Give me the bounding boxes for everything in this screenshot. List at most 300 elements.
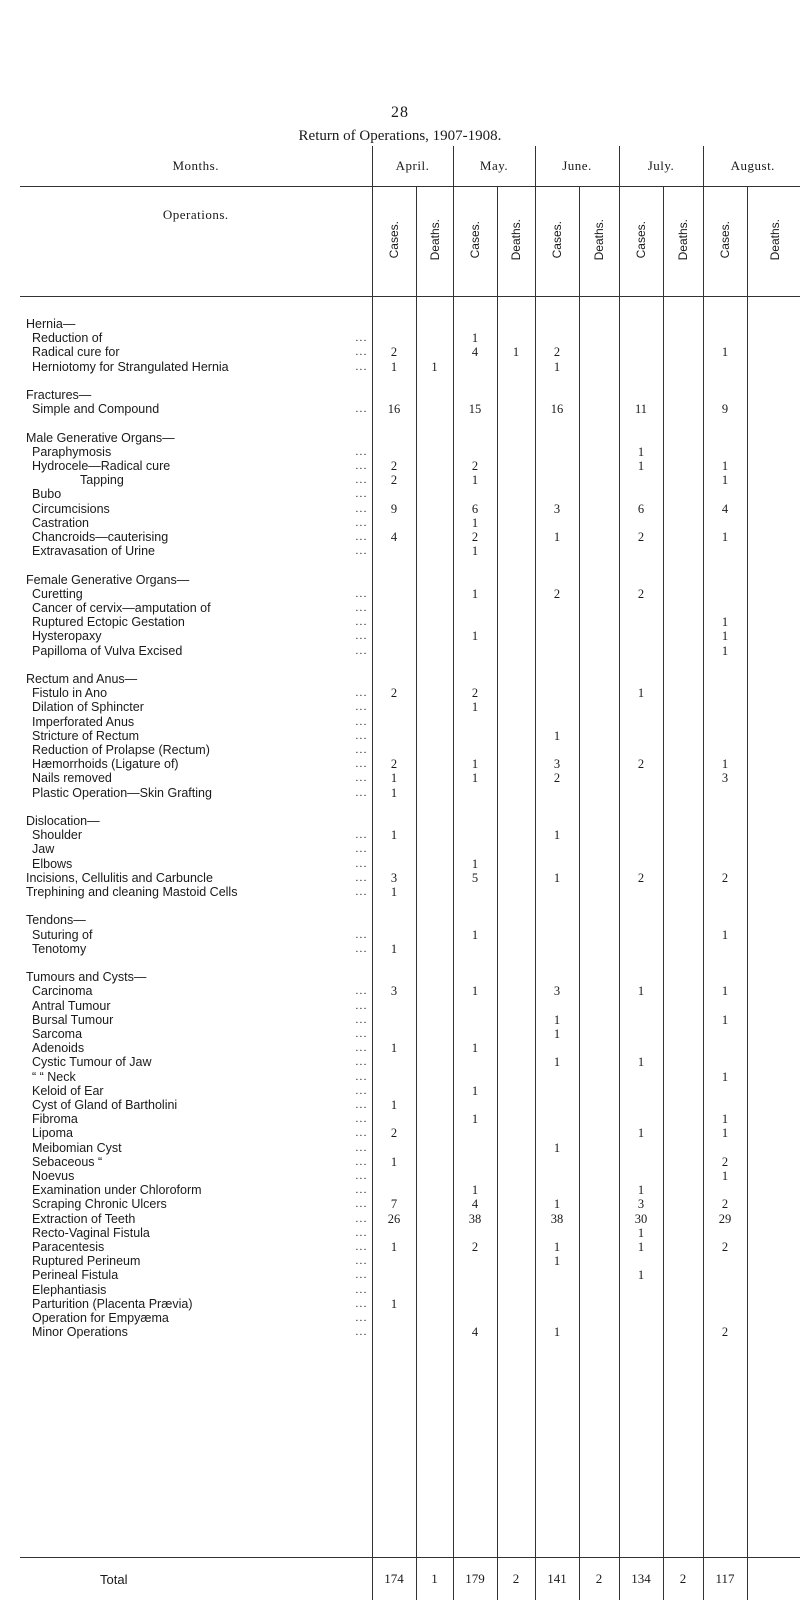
leader-dots: ... [355, 857, 367, 871]
operation-label [26, 1084, 372, 1098]
table-cell: 1 [704, 1013, 747, 1027]
table-cell: 1 [373, 1297, 416, 1311]
table-cell: 1 [373, 771, 416, 785]
label-text: Hysteropaxy [32, 629, 101, 643]
label-text: Meibomian Cyst [32, 1141, 122, 1155]
label-text: Cystic Tumour of Jaw [32, 1055, 151, 1069]
leader-dots: ... [355, 1197, 367, 1211]
table-cell: 1 [373, 1240, 416, 1254]
label-text: Elbows [32, 857, 72, 871]
table-cell: 6 [620, 502, 663, 516]
operation-label [26, 743, 372, 757]
label-text: Antral Tumour [32, 999, 111, 1013]
group-heading [26, 317, 372, 331]
leader-dots: ... [355, 757, 367, 771]
operation-label [26, 1240, 372, 1254]
total-cell: 1 [416, 1558, 453, 1600]
cases-label: Cases. [550, 221, 564, 258]
table-cell: 3 [620, 1197, 663, 1211]
table-cell: 1 [373, 1155, 416, 1169]
group-heading [26, 431, 372, 445]
value-column-1 [416, 297, 453, 1558]
table-cell: 1 [454, 629, 497, 643]
label-text: Jaw [32, 842, 54, 856]
table-cell: 1 [536, 1325, 579, 1339]
total-cell: 2 [663, 1558, 703, 1600]
table-cell: 4 [454, 1325, 497, 1339]
leader-dots: ... [355, 360, 367, 374]
label-text: Shoulder [32, 828, 82, 842]
leader-dots: ... [355, 700, 367, 714]
label-text: Plastic Operation—Skin Grafting [32, 786, 212, 800]
operation-label [26, 700, 372, 714]
months-header: Months. [20, 146, 372, 187]
operation-label [26, 331, 372, 345]
label-text: Sarcoma [32, 1027, 82, 1041]
group-heading [26, 573, 372, 587]
total-cell [747, 1558, 800, 1600]
operation-label [26, 842, 372, 856]
total-cell: 179 [453, 1558, 497, 1600]
operation-label [26, 1126, 372, 1140]
leader-dots: ... [355, 345, 367, 359]
leader-dots: ... [355, 771, 367, 785]
table-cell: 9 [373, 502, 416, 516]
label-text: Male Generative Organs— [26, 431, 175, 445]
table-cell: 1 [704, 928, 747, 942]
table-cell: 2 [454, 530, 497, 544]
operation-label [26, 729, 372, 743]
table-cell: 3 [373, 871, 416, 885]
leader-dots: ... [355, 1070, 367, 1084]
leader-dots: ... [355, 1183, 367, 1197]
total-cell: 2 [497, 1558, 535, 1600]
table-cell: 9 [704, 402, 747, 416]
month-july: July. [619, 146, 703, 187]
table-cell: 2 [536, 345, 579, 359]
leader-dots: ... [355, 587, 367, 601]
group-heading [26, 672, 372, 686]
leader-dots: ... [355, 1041, 367, 1055]
operation-label [26, 644, 372, 658]
operation-label [26, 1155, 372, 1169]
label-text: Perineal Fistula [32, 1268, 118, 1282]
operation-label [26, 1141, 372, 1155]
table-cell: 1 [536, 1197, 579, 1211]
operation-label [26, 686, 372, 700]
cases-header-0 [372, 187, 416, 297]
table-cell: 1 [620, 445, 663, 459]
label-text: Tenotomy [32, 942, 86, 956]
operation-label [26, 544, 372, 558]
leader-dots: ... [355, 1141, 367, 1155]
operation-label [26, 615, 372, 629]
leader-dots: ... [355, 516, 367, 530]
table-cell: 1 [704, 345, 747, 359]
table-cell: 4 [373, 530, 416, 544]
leader-dots: ... [355, 786, 367, 800]
label-text: Simple and Compound [32, 402, 159, 416]
label-text: Rectum and Anus— [26, 672, 137, 686]
value-column-4 [535, 297, 579, 1558]
label-text: Suturing of [32, 928, 92, 942]
leader-dots: ... [355, 459, 367, 473]
operation-label [26, 629, 372, 643]
operation-label [26, 771, 372, 785]
table-cell: 2 [704, 1325, 747, 1339]
value-column-8 [703, 297, 747, 1558]
leader-dots: ... [355, 686, 367, 700]
table-cell: 1 [536, 360, 579, 374]
label-text: Fractures— [26, 388, 91, 402]
group-heading [26, 970, 372, 984]
label-text: Chancroids—cauterising [32, 530, 168, 544]
deaths-header-1 [497, 187, 535, 297]
leader-dots: ... [355, 402, 367, 416]
table-cell: 1 [536, 729, 579, 743]
cases-header-2 [535, 187, 579, 297]
operation-label [26, 360, 372, 374]
operation-label [26, 445, 372, 459]
leader-dots: ... [355, 928, 367, 942]
leader-dots: ... [355, 1283, 367, 1297]
deaths-header-4 [747, 187, 800, 297]
table-cell: 2 [373, 473, 416, 487]
table-cell: 1 [454, 587, 497, 601]
operation-label [26, 1112, 372, 1126]
table-cell: 2 [536, 587, 579, 601]
leader-dots: ... [355, 502, 367, 516]
label-text: Ruptured Ectopic Gestation [32, 615, 185, 629]
table-cell: 1 [704, 644, 747, 658]
table-cell: 7 [373, 1197, 416, 1211]
cases-label: Cases. [387, 221, 401, 258]
operation-label [26, 1070, 372, 1084]
deaths-label: Deaths. [509, 219, 523, 260]
table-cell: 1 [704, 984, 747, 998]
leader-dots: ... [355, 544, 367, 558]
label-text: Dilation of Sphincter [32, 700, 144, 714]
table-cell: 4 [454, 1197, 497, 1211]
table-cell: 1 [536, 1027, 579, 1041]
value-column-5 [579, 297, 619, 1558]
leader-dots: ... [355, 473, 367, 487]
operation-label [26, 871, 372, 885]
table-cell: 3 [536, 757, 579, 771]
table-cell: 1 [620, 1268, 663, 1282]
operation-label [26, 516, 372, 530]
table-cell: 1 [620, 1226, 663, 1240]
leader-dots: ... [355, 1027, 367, 1041]
leader-dots: ... [355, 1013, 367, 1027]
table-cell: 1 [373, 1098, 416, 1112]
table-cell: 2 [704, 1197, 747, 1211]
label-text: Papilloma of Vulva Excised [32, 644, 182, 658]
operation-label [26, 402, 372, 416]
leader-dots: ... [355, 1268, 367, 1282]
table-cell: 1 [454, 757, 497, 771]
leader-dots: ... [355, 1126, 367, 1140]
table-cell: 3 [373, 984, 416, 998]
table-cell: 1 [704, 757, 747, 771]
leader-dots: ... [355, 1297, 367, 1311]
table-cell: 38 [536, 1212, 579, 1226]
table-cell: 1 [620, 1240, 663, 1254]
label-text: Hæmorrhoids (Ligature of) [32, 757, 179, 771]
leader-dots: ... [355, 487, 367, 501]
operation-label [26, 530, 372, 544]
leader-dots: ... [355, 331, 367, 345]
operation-label [26, 857, 372, 871]
table-cell: 2 [454, 1240, 497, 1254]
group-heading [26, 388, 372, 402]
label-text: Radical cure for [32, 345, 120, 359]
label-text: Bubo [32, 487, 61, 501]
operation-label [26, 1212, 372, 1226]
label-text: Noevus [32, 1169, 74, 1183]
table-cell: 1 [454, 700, 497, 714]
value-column-2 [453, 297, 497, 1558]
table-cell: 1 [536, 1013, 579, 1027]
label-text: Carcinoma [32, 984, 92, 998]
value-column-0 [372, 297, 416, 1558]
table-cell: 1 [373, 786, 416, 800]
operation-label [26, 828, 372, 842]
table-cell: 1 [536, 1141, 579, 1155]
table-cell: 4 [704, 502, 747, 516]
table-cell: 1 [373, 360, 416, 374]
label-text: Paracentesis [32, 1240, 104, 1254]
table-cell: 1 [704, 530, 747, 544]
table-cell: 3 [536, 984, 579, 998]
table-cell: 1 [373, 828, 416, 842]
operation-label [26, 1169, 372, 1183]
table-cell: 1 [454, 1183, 497, 1197]
table-cell: 4 [454, 345, 497, 359]
label-text: Extravasation of Urine [32, 544, 155, 558]
deaths-label: Deaths. [676, 219, 690, 260]
leader-dots: ... [355, 743, 367, 757]
month-april: April. [372, 146, 453, 187]
label-text: Reduction of Prolapse (Rectum) [32, 743, 210, 757]
month-may: May. [453, 146, 535, 187]
page-title: Return of Operations, 1907-1908. [0, 128, 800, 145]
table-cell: 1 [536, 1055, 579, 1069]
label-text: Adenoids [32, 1041, 84, 1055]
table-cell: 2 [373, 1126, 416, 1140]
value-column-3 [497, 297, 535, 1558]
table-cell: 1 [454, 984, 497, 998]
leader-dots: ... [355, 871, 367, 885]
label-text: Cyst of Gland of Bartholini [32, 1098, 177, 1112]
leader-dots: ... [355, 984, 367, 998]
table-cell: 1 [373, 1041, 416, 1055]
label-text: Hydrocele—Radical cure [32, 459, 170, 473]
leader-dots: ... [355, 1311, 367, 1325]
label-text: Trephining and cleaning Mastoid Cells [26, 885, 237, 899]
operation-label [26, 487, 372, 501]
deaths-label: Deaths. [428, 219, 442, 260]
table-cell: 1 [417, 360, 453, 374]
table-cell: 1 [498, 345, 535, 359]
label-text: Extraction of Teeth [32, 1212, 135, 1226]
leader-dots: ... [355, 530, 367, 544]
total-label: Total [20, 1558, 372, 1600]
operations-header: Operations. [20, 187, 372, 297]
label-text: Ruptured Perineum [32, 1254, 140, 1268]
table-cell: 2 [373, 459, 416, 473]
table-cell: 2 [704, 1240, 747, 1254]
total-cell: 117 [703, 1558, 747, 1600]
leader-dots: ... [355, 1155, 367, 1169]
operation-label [26, 1226, 372, 1240]
deaths-header-3 [663, 187, 703, 297]
table-cell: 1 [536, 828, 579, 842]
leader-dots: ... [355, 1212, 367, 1226]
leader-dots: ... [355, 615, 367, 629]
table-cell: 3 [536, 502, 579, 516]
leader-dots: ... [355, 644, 367, 658]
leader-dots: ... [355, 729, 367, 743]
month-june: June. [535, 146, 619, 187]
table-cell: 1 [454, 473, 497, 487]
operation-label [26, 345, 372, 359]
operation-label [26, 1098, 372, 1112]
label-text: Examination under Chloroform [32, 1183, 202, 1197]
group-heading [26, 814, 372, 828]
leader-dots: ... [355, 1084, 367, 1098]
table-cell: 1 [454, 516, 497, 530]
operation-label [26, 928, 372, 942]
group-heading [26, 913, 372, 927]
label-text: Tendons— [26, 913, 86, 927]
table-cell: 1 [373, 942, 416, 956]
table-cell: 1 [536, 530, 579, 544]
leader-dots: ... [355, 1325, 367, 1339]
table-cell: 1 [704, 1112, 747, 1126]
value-column-7 [663, 297, 703, 1558]
month-august: August. [703, 146, 800, 187]
table-cell: 1 [536, 871, 579, 885]
total-cell: 174 [372, 1558, 416, 1600]
leader-dots: ... [355, 1169, 367, 1183]
table-cell: 1 [454, 331, 497, 345]
operation-label [26, 999, 372, 1013]
table-cell: 1 [620, 1183, 663, 1197]
label-text: Reduction of [32, 331, 102, 345]
leader-dots: ... [355, 1112, 367, 1126]
operation-label [26, 757, 372, 771]
leader-dots: ... [355, 1226, 367, 1240]
operation-label [26, 1268, 372, 1282]
value-column-9 [747, 297, 800, 1558]
table-cell: 1 [536, 1240, 579, 1254]
deaths-header-2 [579, 187, 619, 297]
table-cell: 1 [704, 615, 747, 629]
operation-label [26, 1297, 372, 1311]
table-cell: 1 [704, 1070, 747, 1084]
operation-label [26, 1055, 372, 1069]
operation-label [26, 1041, 372, 1055]
operation-label [26, 1311, 372, 1325]
total-cell: 134 [619, 1558, 663, 1600]
label-text: Circumcisions [32, 502, 110, 516]
table-cell: 30 [620, 1212, 663, 1226]
operation-label [26, 942, 372, 956]
operation-label [26, 1283, 372, 1297]
table-cell: 2 [373, 757, 416, 771]
table-cell: 1 [620, 1055, 663, 1069]
table-cell: 1 [454, 1112, 497, 1126]
leader-dots: ... [355, 999, 367, 1013]
table-cell: 2 [620, 587, 663, 601]
deaths-label: Deaths. [768, 219, 782, 260]
table-cell: 16 [536, 402, 579, 416]
operation-label [26, 885, 372, 899]
label-text: Fibroma [32, 1112, 78, 1126]
label-text: Tapping [80, 473, 124, 487]
table-cell: 2 [704, 1155, 747, 1169]
cases-label: Cases. [634, 221, 648, 258]
leader-dots: ... [355, 1240, 367, 1254]
label-text: Incisions, Cellulitis and Carbuncle [26, 871, 213, 885]
operation-label [26, 1197, 372, 1211]
leader-dots: ... [355, 1098, 367, 1112]
leader-dots: ... [355, 828, 367, 842]
table-cell: 2 [373, 686, 416, 700]
operation-label [26, 587, 372, 601]
label-text: Operation for Empyæma [32, 1311, 169, 1325]
table-cell: 3 [704, 771, 747, 785]
operation-label [26, 715, 372, 729]
label-text: Curetting [32, 587, 83, 601]
leader-dots: ... [355, 715, 367, 729]
total-cell: 141 [535, 1558, 579, 1600]
label-text: Minor Operations [32, 1325, 128, 1339]
label-text: Lipoma [32, 1126, 73, 1140]
table-cell: 16 [373, 402, 416, 416]
label-text: Fistulo in Ano [32, 686, 107, 700]
table-cell: 1 [620, 686, 663, 700]
table-cell: 2 [454, 686, 497, 700]
label-text: Recto-Vaginal Fistula [32, 1226, 150, 1240]
table-cell: 29 [704, 1212, 747, 1226]
table-cell: 1 [373, 885, 416, 899]
table-cell: 1 [704, 629, 747, 643]
label-text: Nails removed [32, 771, 112, 785]
table-cell: 5 [454, 871, 497, 885]
table-cell: 2 [454, 459, 497, 473]
cases-label: Cases. [718, 221, 732, 258]
label-text: Scraping Chronic Ulcers [32, 1197, 167, 1211]
operation-label [26, 786, 372, 800]
table-cell: 1 [704, 1126, 747, 1140]
label-text: Dislocation— [26, 814, 100, 828]
table-cell: 6 [454, 502, 497, 516]
leader-dots: ... [355, 885, 367, 899]
operations-table [20, 146, 800, 1600]
leader-dots: ... [355, 842, 367, 856]
label-text: Hernia— [26, 317, 75, 331]
leader-dots: ... [355, 1254, 367, 1268]
label-text: Stricture of Rectum [32, 729, 139, 743]
table-cell: 1 [704, 473, 747, 487]
label-text: Elephantiasis [32, 1283, 106, 1297]
label-text: “ “ Neck [32, 1070, 76, 1084]
table-cell: 11 [620, 402, 663, 416]
label-text: Castration [32, 516, 89, 530]
table-cell: 2 [620, 757, 663, 771]
